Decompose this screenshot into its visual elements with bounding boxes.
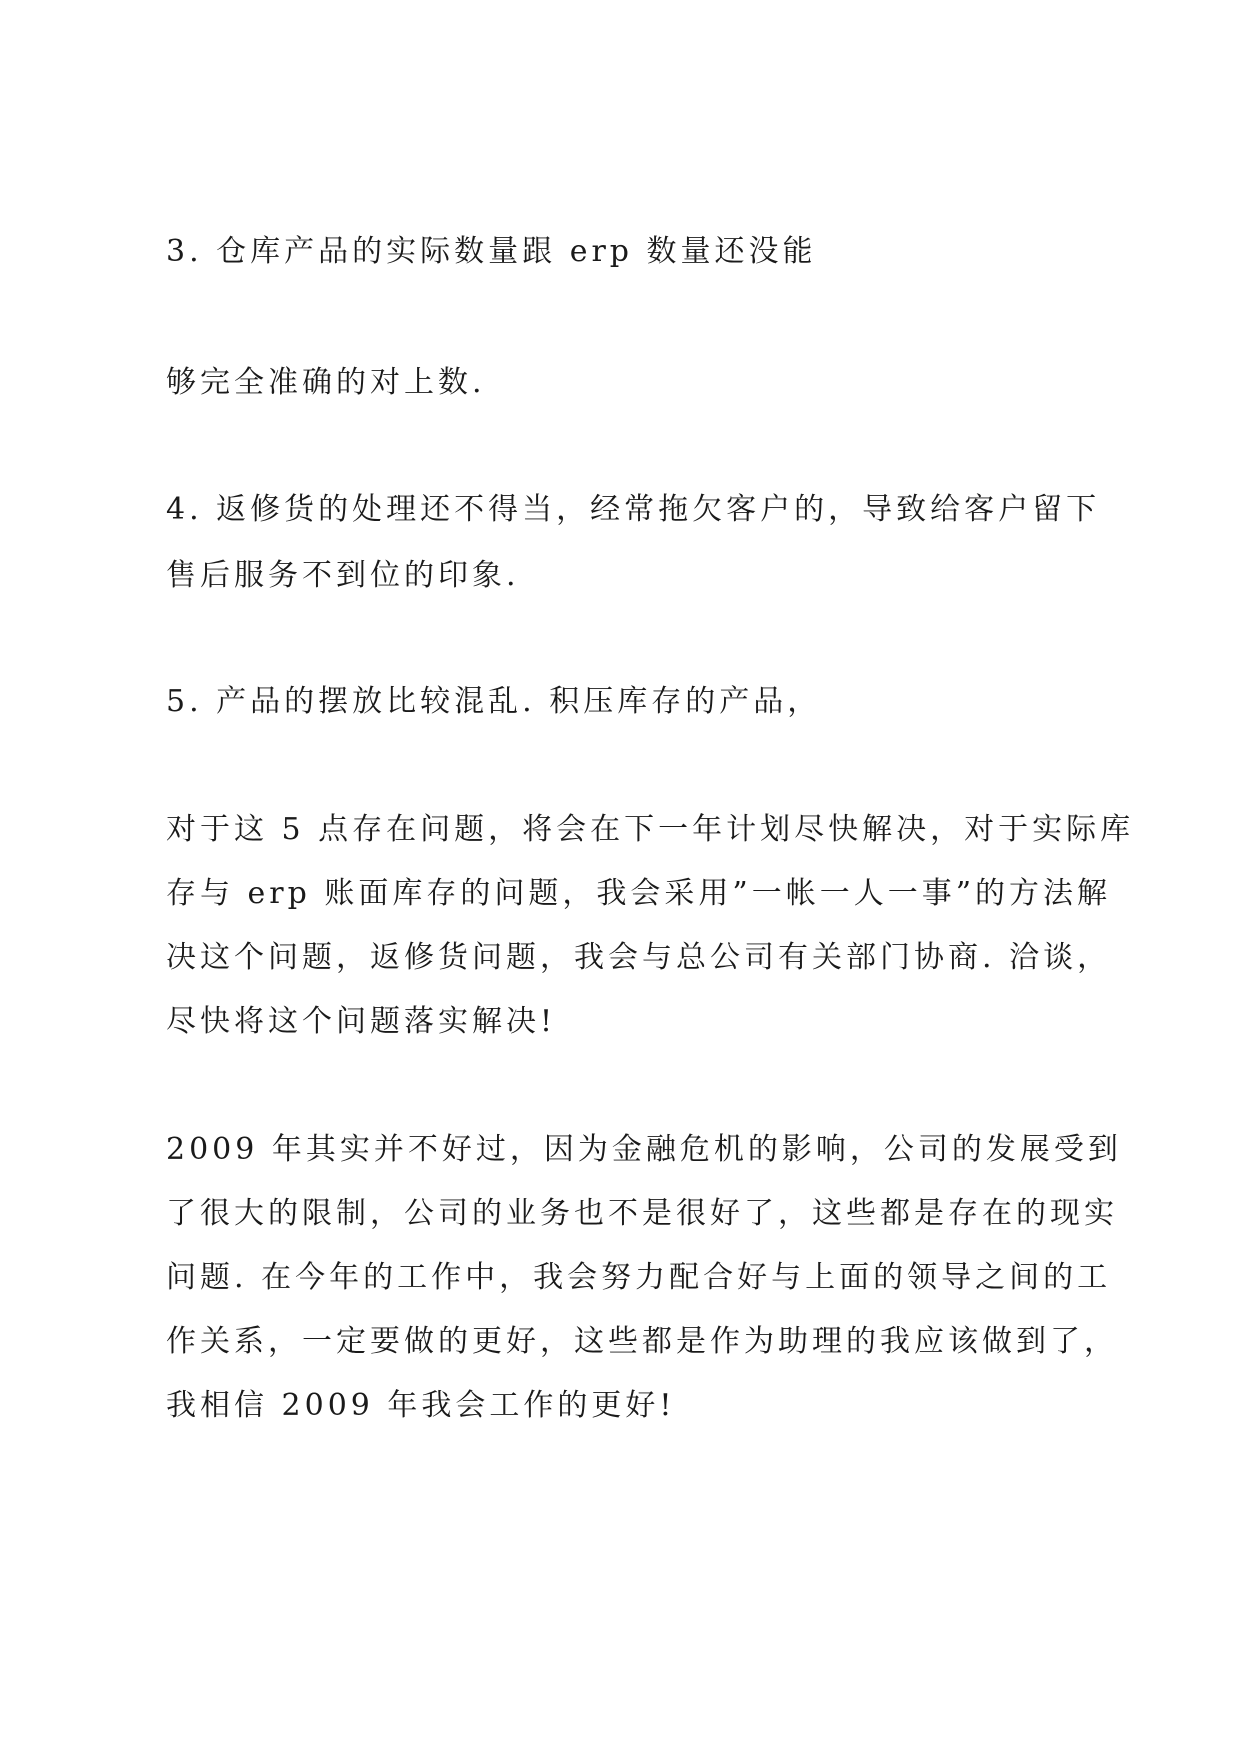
closing-paragraph-line-1: 2009 年其实并不好过，因为金融危机的影响，公司的发展受到 xyxy=(166,1132,1122,1167)
item-3-line-1: 3. 仓库产品的实际数量跟 erp 数量还没能 xyxy=(166,234,817,269)
item-3-line-2: 够完全准确的对上数. xyxy=(166,365,486,400)
summary-paragraph-line-3: 决这个问题，返修货问题，我会与总公司有关部门协商. 洽谈， xyxy=(166,940,1112,975)
item-5-line-1: 5. 产品的摆放比较混乱. 积压库存的产品， xyxy=(166,684,822,719)
closing-paragraph-line-4: 作关系，一定要做的更好，这些都是作为助理的我应该做到了， xyxy=(166,1324,1118,1359)
closing-paragraph-line-5: 我相信 2009 年我会工作的更好! xyxy=(166,1388,676,1423)
summary-paragraph-line-2: 存与 erp 账面库存的问题，我会采用”一帐一人一事”的方法解 xyxy=(166,876,1112,911)
summary-paragraph-line-4: 尽快将这个问题落实解决! xyxy=(166,1004,557,1039)
closing-paragraph-line-2: 了很大的限制，公司的业务也不是很好了，这些都是存在的现实 xyxy=(166,1196,1118,1231)
item-4-line-2: 售后服务不到位的印象. xyxy=(166,558,520,593)
closing-paragraph-line-3: 问题. 在今年的工作中，我会努力配合好与上面的领导之间的工 xyxy=(166,1260,1112,1295)
item-4-line-1: 4. 返修货的处理还不得当，经常拖欠客户的，导致给客户留下 xyxy=(166,492,1101,527)
summary-paragraph-line-1: 对于这 5 点存在问题，将会在下一年计划尽快解决，对于实际库 xyxy=(166,812,1135,847)
